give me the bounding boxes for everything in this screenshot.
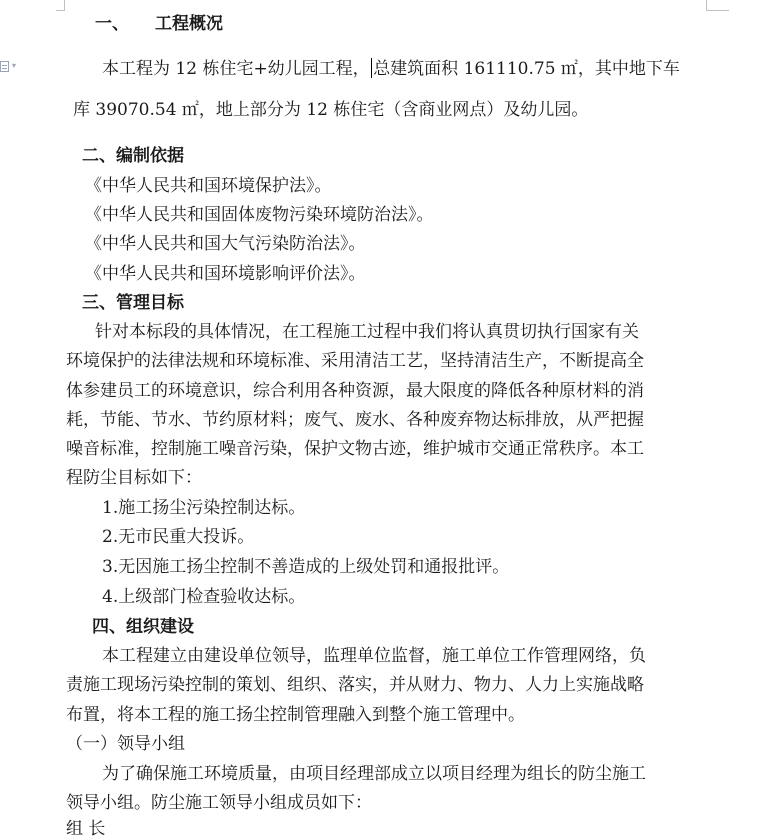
section1-heading-text: 工程概况 xyxy=(155,14,223,34)
page-corner-mark-left xyxy=(56,0,65,11)
section3-para-line: 针对本标段的具体情况，在工程施工过程中我们将认真贯切执行国家有关 xyxy=(95,322,639,342)
reference-item: 《中华人民共和国环境影响评价法》。 xyxy=(85,264,366,284)
text-cursor xyxy=(371,58,373,78)
cut-off-line: 组 长 xyxy=(66,819,106,839)
section3-para-line: 噪音标准，控制施工噪音污染，保护文物古迹，维护城市交通正常秩序。本工 xyxy=(66,439,644,459)
reference-item: 《中华人民共和国固体废物污染环境防治法》。 xyxy=(85,205,434,225)
section3-para-line: 环境保护的法律法规和环境标准、采用清洁工艺，坚持清洁生产，不断提高全 xyxy=(66,351,644,371)
page-corner-mark-right xyxy=(706,0,729,11)
subsection-heading: （一）领导小组 xyxy=(66,734,185,754)
section3-para-line: 体参建员工的环境意识，综合利用各种资源，最大限度的降低各种原材料的消 xyxy=(66,381,644,401)
reference-item: 《中华人民共和国环境保护法》。 xyxy=(85,176,332,196)
goal-item: 2.无市民重大投诉。 xyxy=(102,527,255,547)
reference-item: 《中华人民共和国大气污染防治法》。 xyxy=(85,234,366,254)
goal-item: 3.无因施工扬尘控制不善造成的上级处罚和通报批评。 xyxy=(102,557,510,577)
dropdown-caret-icon: ▾ xyxy=(12,61,17,70)
section2-heading: 二、编制依据 xyxy=(82,146,184,166)
subsection-para-line: 为了确保施工环境质量，由项目经理部成立以项目经理为组长的防尘施工 xyxy=(102,764,646,784)
section4-heading: 四、组织建设 xyxy=(92,617,194,637)
section3-para-line: 耗，节能、节水、节约原材料；废气、废水、各种废弃物达标排放，从严把握 xyxy=(66,410,644,430)
section1-para-text-b: 总建筑面积 161110.75 ㎡，其中地下车 xyxy=(373,59,680,79)
section4-para-line: 本工程建立由建设单位领导，监理单位监督，施工单位工作管理网络，负 xyxy=(102,646,646,666)
subsection-para-line: 领导小组。防尘施工领导小组成员如下： xyxy=(66,793,372,813)
section1-heading-number: 一、 xyxy=(95,14,129,34)
document-margin-icon[interactable] xyxy=(0,60,16,72)
section3-heading: 三、管理目标 xyxy=(82,293,184,313)
section4-para-line: 责施工现场污染控制的策划、组织、落实，并从财力、物力、人力上实施战略 xyxy=(66,675,644,695)
section1-para-line xyxy=(102,58,680,80)
section1-heading xyxy=(95,13,223,35)
document-icon xyxy=(0,61,9,72)
section1-para-text-a: 本工程为 12 栋住宅+幼儿园工程， xyxy=(102,59,370,79)
section3-para-line: 程防尘目标如下： xyxy=(66,468,202,488)
goal-item: 1.施工扬尘污染控制达标。 xyxy=(102,498,306,518)
section4-para-line: 布置，将本工程的施工扬尘控制管理融入到整个施工管理中。 xyxy=(66,705,525,725)
goal-item: 4.上级部门检查验收达标。 xyxy=(102,587,306,607)
section1-para-line: 库 39070.54 ㎡，地上部分为 12 栋住宅（含商业网点）及幼儿园。 xyxy=(73,100,589,120)
